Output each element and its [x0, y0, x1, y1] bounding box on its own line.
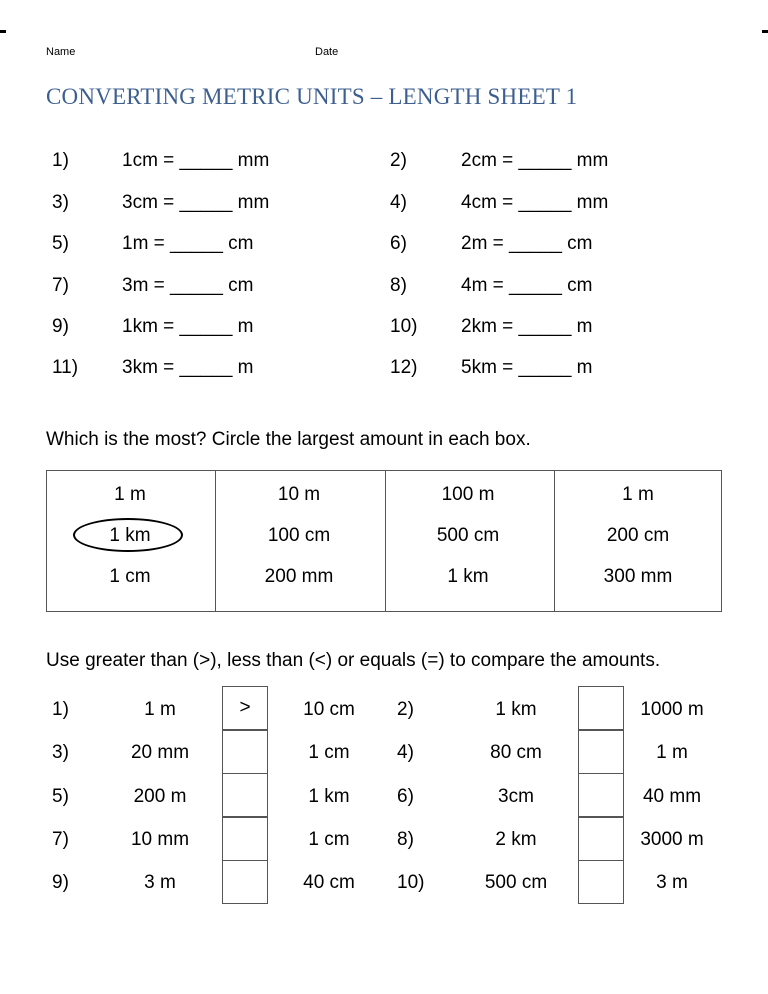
compare-right-amount: 1 cm [308, 742, 350, 763]
compare-left-amount: 1 km [495, 699, 537, 720]
compare-number: 10) [397, 872, 425, 893]
compare-right-amount: 10 cm [303, 699, 355, 720]
compare-right-amount: 40 cm [303, 872, 355, 893]
conversion-number: 6) [390, 233, 407, 254]
compare-left-amount: 200 m [133, 786, 187, 807]
page-title: CONVERTING METRIC UNITS – LENGTH SHEET 1 [46, 84, 578, 109]
compare-right-amount: 1 m [656, 742, 688, 763]
compare-answer-box[interactable] [222, 817, 268, 861]
most-option[interactable]: 100 cm [267, 525, 331, 546]
conversion-number: 3) [52, 192, 69, 213]
compare-left-amount: 1 m [144, 699, 176, 720]
conversion-number: 8) [390, 275, 407, 296]
compare-answer-box[interactable] [578, 730, 624, 774]
conversion-question: 3km = _____ m [122, 357, 254, 378]
conversion-number: 12) [390, 357, 418, 378]
compare-answer-box[interactable] [578, 773, 624, 817]
compare-answer-box[interactable] [578, 686, 624, 730]
column-divider [385, 471, 386, 611]
conversion-number: 10) [390, 316, 418, 337]
compare-answer-box[interactable] [578, 817, 624, 861]
compare-left-amount: 10 mm [130, 829, 190, 850]
conversion-question: 2km = _____ m [461, 316, 593, 337]
compare-number: 7) [52, 829, 69, 850]
conversion-number: 11) [52, 357, 79, 378]
compare-left-amount: 20 mm [130, 742, 190, 763]
conversion-question: 4cm = _____ mm [461, 192, 609, 213]
conversion-question: 4m = _____ cm [461, 275, 593, 296]
most-option[interactable]: 500 cm [436, 525, 500, 546]
most-option[interactable]: 200 cm [606, 525, 670, 546]
most-option[interactable]: 1 km [447, 566, 489, 587]
conversion-number: 9) [52, 316, 69, 337]
compare-answer-box[interactable] [222, 730, 268, 774]
compare-number: 9) [52, 872, 69, 893]
conversion-question: 3cm = _____ mm [122, 192, 270, 213]
compare-answer-box[interactable]: > [222, 686, 268, 730]
compare-number: 8) [397, 829, 414, 850]
conversion-number: 2) [390, 150, 407, 171]
compare-answer-box[interactable] [222, 860, 268, 904]
column-divider [215, 471, 216, 611]
compare-right-amount: 40 mm [642, 786, 702, 807]
conversion-number: 1) [52, 150, 69, 171]
compare-answer-box[interactable] [578, 860, 624, 904]
conversion-number: 4) [390, 192, 407, 213]
name-label: Name [46, 46, 76, 58]
compare-right-amount: 3000 m [640, 829, 704, 850]
compare-right-amount: 1000 m [640, 699, 704, 720]
compare-left-amount: 3cm [498, 786, 534, 807]
most-option[interactable]: 10 m [277, 484, 321, 505]
compare-left-amount: 80 cm [490, 742, 542, 763]
conversion-question: 1km = _____ m [122, 316, 254, 337]
most-option[interactable]: 1 m [622, 484, 654, 505]
compare-number: 2) [397, 699, 414, 720]
most-option[interactable]: 1 cm [109, 566, 151, 587]
conversion-question: 1cm = _____ mm [122, 150, 270, 171]
most-instruction: Which is the most? Circle the largest amount in each box. [46, 429, 531, 450]
compare-answer-box[interactable] [222, 773, 268, 817]
compare-right-amount: 1 cm [308, 829, 350, 850]
column-divider [554, 471, 555, 611]
most-option[interactable]: 200 mm [264, 566, 334, 587]
conversion-number: 7) [52, 275, 69, 296]
conversion-number: 5) [52, 233, 69, 254]
conversion-question: 3m = _____ cm [122, 275, 254, 296]
conversion-question: 1m = _____ cm [122, 233, 254, 254]
most-option[interactable]: 1 km [109, 525, 151, 546]
compare-right-amount: 1 km [308, 786, 350, 807]
most-option[interactable]: 100 m [441, 484, 495, 505]
compare-number: 5) [52, 786, 69, 807]
compare-right-amount: 3 m [656, 872, 688, 893]
page-corner-mark-right [762, 30, 768, 33]
most-option[interactable]: 300 mm [603, 566, 673, 587]
page-corner-mark-left [0, 30, 6, 33]
compare-instruction: Use greater than (>), less than (<) or equals (=) to compare the amounts. [46, 650, 661, 671]
compare-number: 4) [397, 742, 414, 763]
compare-left-amount: 2 km [495, 829, 537, 850]
compare-number: 3) [52, 742, 69, 763]
compare-number: 6) [397, 786, 414, 807]
compare-left-amount: 500 cm [484, 872, 548, 893]
conversion-question: 5km = _____ m [461, 357, 593, 378]
date-label: Date [315, 46, 339, 58]
compare-number: 1) [52, 699, 69, 720]
most-option[interactable]: 1 m [114, 484, 146, 505]
compare-left-amount: 3 m [144, 872, 176, 893]
conversion-question: 2cm = _____ mm [461, 150, 609, 171]
conversion-question: 2m = _____ cm [461, 233, 593, 254]
